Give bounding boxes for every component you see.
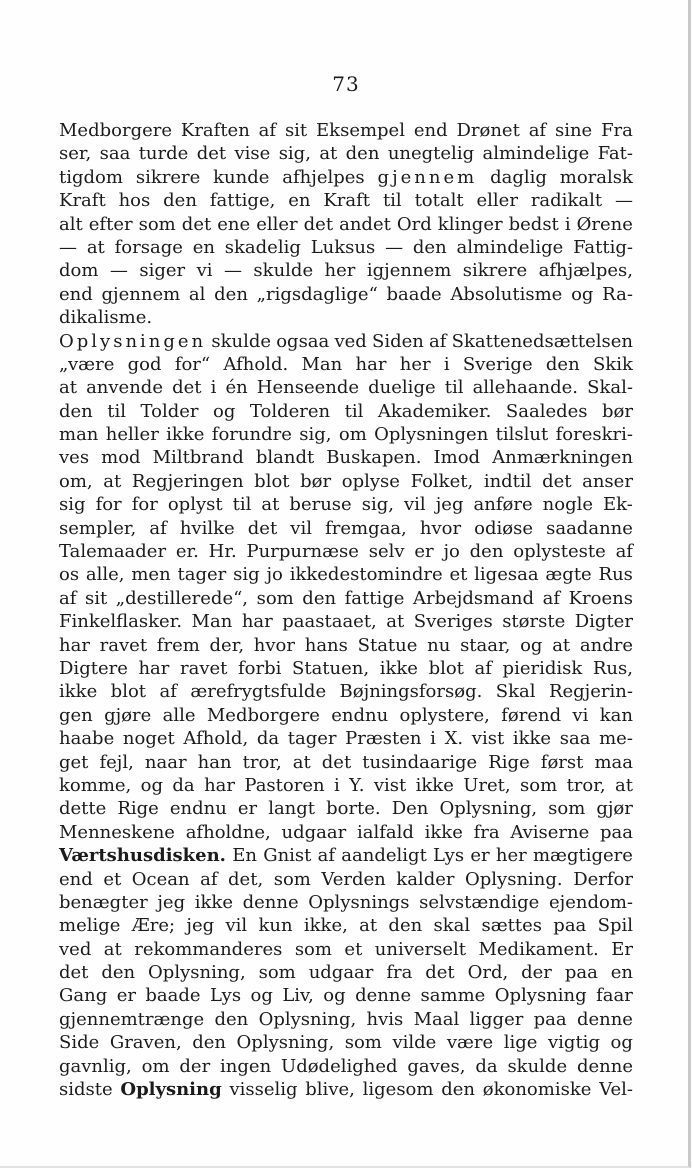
text-line: ved at rekommanderes som et universelt Medikament. Er — [59, 938, 633, 960]
text-line: dom — siger vi — skulde her igjennem sikrere afhjælpes, — [59, 260, 633, 282]
text-line: gjennemtrænge den Oplysning, hvis Maal ligger paa denne — [59, 1008, 633, 1030]
text-line: ikke blot af ærefrygtsfulde Bøjningsforsøg. Skal Regjerin- — [59, 681, 633, 703]
text-line: af sit „destillerede“, som den fattige Arbejdsmand af Kroens — [59, 587, 633, 609]
text-line: Digtere har ravet forbi Statuen, ikke blot af pieridisk Rus, — [59, 657, 633, 679]
text-line: Kraft hos den fattige, en Kraft til totalt eller radikalt — — [59, 190, 633, 212]
text-line: end et Ocean af det, som Verden kalder Oplysning. Derfor — [59, 868, 633, 890]
text-line: ves mod Miltbrand blandt Buskapen. Imod Anmærkningen — [59, 447, 633, 469]
text-line: haabe noget Afhold, da tager Præsten i X. vist ikke saa me- — [59, 728, 633, 750]
text-line: sempler, af hvilke det vil fremgaa, hvor odiøse saadanne — [59, 517, 633, 539]
text-line: ser, saa turde det vise sig, at den unegtelig almindelige Fat- — [59, 143, 633, 165]
text-line: Værtshusdisken. En Gnist af aandeligt Lys er her mægtigere — [59, 845, 633, 867]
text-line: benægter jeg ikke denne Oplysnings selvstændige ejendom- — [59, 891, 633, 913]
text-line: sidste Oplysning visselig blive, ligesom den økonomiske Vel- — [59, 1079, 633, 1101]
text-line: at anvende det i én Henseende duelige til allehaande. Skal- — [59, 377, 633, 399]
text-line: man heller ikke forundre sig, om Oplysningen tilslut foreskri- — [59, 424, 633, 446]
text-line: os alle, men tager sig jo ikkedestomindre et ligesaa ægte Rus — [59, 564, 633, 586]
text-line: Finkelflasker. Man har paastaaet, at Sveriges største Digter — [59, 611, 633, 633]
text-line: sig for for oplyst til at beruse sig, vil jeg anføre nogle Ek- — [59, 494, 633, 516]
text-line: end gjennem al den „rigsdaglige“ baade Absolutisme og Ra- — [59, 283, 633, 305]
text-line: har ravet frem der, hvor hans Statue nu staar, og at andre — [59, 634, 633, 656]
text-line: det den Oplysning, som udgaar fra det Ord, der paa en — [59, 962, 633, 984]
text-line: alt efter som det ene eller det andet Ord klinger bedst i Ørene — [59, 213, 633, 235]
text-line: dikalisme. — [59, 307, 153, 329]
text-line: den til Tolder og Tolderen til Akademiker. Saaledes bør — [59, 400, 633, 422]
text-line: gavnlig, om der ingen Udødelighed gaves, da skulde denne — [59, 1055, 633, 1077]
text-line: Gang er baade Lys og Liv, og denne samme Oplysning faar — [59, 985, 633, 1007]
text-line: — at forsage en skadelig Luksus — den almindelige Fattig- — [59, 236, 633, 258]
body-text — [59, 119, 633, 1101]
text-line: Talemaader er. Hr. Purpurnæse selv er jo den oplysteste af — [59, 541, 633, 563]
text-line: tigdom sikrere kunde afhjelpes gjennem daglig moralsk — [59, 166, 633, 188]
text-line: Side Graven, den Oplysning, som vilde være lige vigtig og — [59, 1032, 633, 1054]
text-line: Menneskene afholdne, udgaar ialfald ikke fra Aviserne paa — [59, 821, 633, 843]
text-line: gen gjøre alle Medborgere endnu oplystere, førend vi kan — [59, 704, 633, 726]
text-line: dette Rige endnu er langt borte. Den Oplysning, som gjør — [59, 798, 633, 820]
text-line: Oplysningen skulde ogsaa ved Siden af Skattenedsættelsen — [59, 330, 633, 352]
text-line: komme, og da har Pastoren i Y. vist ikke Uret, som tror, at — [59, 774, 633, 796]
text-line: Medborgere Kraften af sit Eksempel end Drønet af sine Fra — [59, 120, 633, 141]
text-line: om, at Regjeringen blot bør oplyse Folket, indtil det anser — [59, 470, 633, 492]
text-line: melige Ære; jeg vil kun ikke, at den skal sættes paa Spil — [59, 915, 633, 937]
text-line: „være god for“ Afhold. Man har her i Sverige den Skik — [59, 353, 633, 375]
text-line: get fejl, naar han tror, at det tusindaarige Rige først maa — [59, 751, 633, 773]
page-number: 73 — [332, 72, 360, 96]
